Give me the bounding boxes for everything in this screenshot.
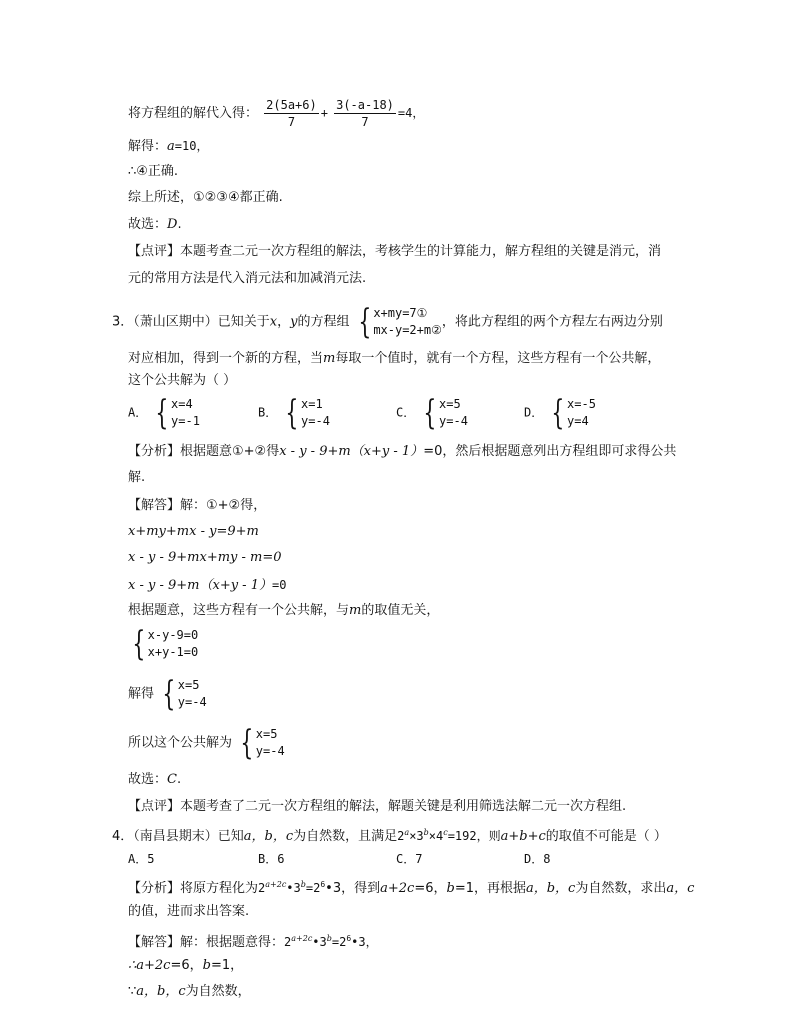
equation: x+my=7① <box>373 306 428 320</box>
exponent: a+2c <box>291 934 313 943</box>
q3-meaning-line <box>128 602 439 620</box>
option-value: 8 <box>543 852 551 866</box>
equation: mx-y=2+m② <box>373 323 442 337</box>
expression: x - y - 9+m（x+y - 1） <box>128 578 272 593</box>
equation: x=5 <box>439 397 461 411</box>
text: ∵ <box>128 984 137 999</box>
text: ×3 <box>409 829 424 843</box>
equation: x-y-9=0 <box>147 628 199 642</box>
brace-icon: { <box>132 624 146 664</box>
q4-therefore-line <box>128 957 243 975</box>
option-label: C． <box>396 405 416 420</box>
q3-comment: 【点评】本题考查了二元一次方程组的解法，解题关键是利用筛选法解二元一次方程组. <box>128 799 627 814</box>
brace-icon: { <box>162 674 176 714</box>
q3-analysis-line-2: 解. <box>128 470 146 485</box>
choose-line <box>128 216 182 234</box>
equation: x+y-1=0 <box>147 645 199 659</box>
equation: y=-4 <box>177 695 207 709</box>
q4-stem <box>112 824 667 846</box>
equation-system <box>128 624 199 664</box>
equation-system <box>547 393 596 433</box>
question-number: 3． <box>112 314 134 330</box>
option-label: C． <box>396 852 416 866</box>
base: 2 <box>397 829 405 843</box>
variable: b <box>202 958 211 973</box>
q3-option-d <box>524 393 596 433</box>
text: =2 <box>331 935 347 949</box>
q4-analysis-line-2: 的值，进而求出答案. <box>128 904 250 919</box>
equation-list <box>439 396 468 430</box>
q3-stem-line-2 <box>128 350 660 368</box>
equation-list <box>178 677 207 711</box>
q3-stem-line-1 <box>112 302 663 342</box>
equation-list <box>148 627 199 661</box>
base: 2 <box>284 935 292 949</box>
exponent: a <box>404 828 410 837</box>
expression <box>284 935 378 949</box>
text: =6， <box>414 881 447 896</box>
variable: y <box>290 314 298 330</box>
option-label: A． <box>128 852 148 866</box>
variables: a，b，c <box>136 984 186 999</box>
brace-icon: { <box>551 393 565 433</box>
q3-system <box>128 624 199 664</box>
text: ， <box>277 314 291 330</box>
equation: y=-4 <box>255 744 285 758</box>
text: 的取值无关， <box>361 603 440 618</box>
equation-list <box>567 396 596 430</box>
text: 解得 <box>128 686 155 702</box>
brace-icon: { <box>240 723 254 763</box>
exponent: b <box>300 880 306 889</box>
q3-stem-line-3: 这个公共解为（ ） <box>128 373 237 388</box>
equation: x=4 <box>171 397 193 411</box>
summary-line: 综上所述，①②③④都正确. <box>128 190 283 205</box>
text: •3，得到 <box>325 881 381 896</box>
condition <box>397 829 500 843</box>
text: 的取值不可能是（ ） <box>545 829 667 844</box>
brace-icon: { <box>155 393 169 433</box>
text: 为自然数， <box>185 984 251 999</box>
equation: x=5 <box>177 678 200 692</box>
equation-system <box>158 674 207 714</box>
q4-option-b <box>258 850 284 868</box>
text: . <box>177 217 182 232</box>
variable: m <box>349 603 362 618</box>
equation-system <box>354 302 442 342</box>
variables: a，b，c <box>525 881 576 896</box>
text: •3 <box>286 881 301 895</box>
equation-system <box>419 393 468 433</box>
equation-system <box>281 393 330 433</box>
text: 故选： <box>128 772 168 787</box>
text: （萧山区期中）已知关于 <box>133 314 270 330</box>
brace-icon: { <box>423 393 437 433</box>
q3-solved <box>128 674 207 714</box>
q4-since-line <box>128 983 251 1001</box>
text: 解得： <box>128 139 168 154</box>
question-number: 4． <box>112 829 134 844</box>
exponent: c <box>443 828 448 837</box>
text: =2 <box>305 881 321 895</box>
exponent: b <box>326 934 332 943</box>
base: 2 <box>258 881 266 895</box>
exponent: a+2c <box>265 880 287 889</box>
expression: x - y - 9+m（x+y - 1） <box>279 444 424 459</box>
text: 【解答】解：根据题意得： <box>128 935 285 950</box>
text: 根据题意，这些方程有一个公共解，与 <box>128 603 350 618</box>
text: ，将此方程组的两个方程左右两边分别 <box>441 314 663 330</box>
answer-letter: C <box>167 772 177 787</box>
text: 的方程组 <box>297 314 350 330</box>
fraction-1 <box>264 97 319 130</box>
fraction-denominator: 7 <box>287 115 296 129</box>
text: =192，则 <box>447 829 501 843</box>
option-label: B． <box>258 405 278 420</box>
brace-icon: { <box>285 393 299 433</box>
text: . <box>176 772 182 787</box>
fraction-denominator: 7 <box>361 115 369 129</box>
value: =0 <box>271 578 287 592</box>
equation-rhs: =4， <box>397 106 425 120</box>
text: 每取一个值时，就有一个方程，这些方程有一个公共解， <box>335 351 661 366</box>
fraction-numerator: 2(5a+6) <box>266 98 317 112</box>
exponent: 6 <box>346 934 352 943</box>
text: =0，然后根据题意列出方程组即可求得公共 <box>423 444 677 459</box>
variable: a <box>167 139 175 154</box>
variable: m <box>323 351 336 366</box>
equation-system <box>151 393 200 433</box>
q3-option-c <box>396 393 468 433</box>
expression: a+b+c <box>500 829 546 844</box>
option-label: D． <box>524 852 544 866</box>
q4-option-d <box>524 850 550 868</box>
equation-list <box>171 396 200 430</box>
equation: y=4 <box>567 414 589 428</box>
q3-step-3 <box>128 576 286 595</box>
q3-choose-line <box>128 771 181 789</box>
q3-option-b <box>258 393 330 433</box>
equation: x=-5 <box>567 397 596 411</box>
q4-answer-head <box>128 930 378 952</box>
variables: a，c <box>666 881 695 896</box>
equation: x=1 <box>301 397 323 411</box>
q3-step-2: x - y - 9+mx+my - m=0 <box>128 550 282 565</box>
text: ×4 <box>428 829 444 843</box>
text: 【分析】将原方程化为 <box>128 881 259 896</box>
equation: y=-4 <box>439 414 468 428</box>
q4-option-c <box>396 850 422 868</box>
q3-analysis-line-1 <box>128 443 676 461</box>
exponent: 6 <box>320 880 326 889</box>
comment-line-2: 元的常用方法是代入消元法和加减消元法. <box>128 271 367 286</box>
q3-step-1: x+my+mx - y=9+m <box>128 524 259 539</box>
expression: a+2c <box>380 881 415 896</box>
equation-list <box>256 726 285 760</box>
text: 故选： <box>128 217 168 232</box>
text: •3， <box>351 935 378 949</box>
text: =1，再根据 <box>454 881 526 896</box>
variable: b <box>446 881 455 896</box>
comment-line-1: 【点评】本题考查二元一次方程组的解法，考核学生的计算能力，解方程组的关键是消元，消 <box>128 244 662 259</box>
text: 将方程组的解代入得： <box>128 106 259 121</box>
brace-icon: { <box>358 302 371 342</box>
q4-option-a <box>128 850 154 868</box>
option-value: 7 <box>415 852 423 866</box>
therefore-line: ∴④正确. <box>128 164 179 179</box>
text: 为自然数，求出 <box>575 881 667 896</box>
text: •3 <box>312 935 327 949</box>
option-label: B． <box>258 852 278 866</box>
variables: a，b，c <box>243 829 294 844</box>
q4-analysis-line-1 <box>128 876 694 898</box>
equation: y=-1 <box>171 414 200 428</box>
option-value: 5 <box>147 852 155 866</box>
solve-line <box>128 137 208 156</box>
expression: ∴a+2c <box>128 958 171 973</box>
equation-system <box>236 723 285 763</box>
option-label: A． <box>128 405 148 420</box>
text: 为自然数，且满足 <box>293 829 398 844</box>
equation-list <box>373 305 442 339</box>
variable: x <box>269 314 278 330</box>
substitute-line <box>128 97 424 130</box>
q3-option-a <box>128 393 200 433</box>
equation: x=5 <box>255 727 278 741</box>
text: 所以这个公共解为 <box>128 735 233 751</box>
option-label: D． <box>524 405 544 420</box>
plus-sign: + <box>320 106 328 120</box>
fraction-numerator: 3(-a-18) <box>336 98 394 112</box>
fraction-2 <box>334 97 396 130</box>
text: 对应相加，得到一个新的方程，当 <box>128 351 324 366</box>
text: =1， <box>210 958 244 973</box>
answer-letter: D <box>167 217 178 232</box>
value: =10， <box>174 139 209 153</box>
equation-list <box>301 396 330 430</box>
equation: y=-4 <box>301 414 330 428</box>
q3-common-solution <box>128 723 285 763</box>
text: =6， <box>170 958 203 973</box>
q3-answer-head: 【解答】解：①+②得， <box>128 498 267 513</box>
text: （南昌县期末）已知 <box>133 829 244 844</box>
expression <box>258 881 325 895</box>
option-value: 6 <box>277 852 285 866</box>
exponent: b <box>423 828 429 837</box>
text: 【分析】根据题意①+②得 <box>128 444 280 459</box>
